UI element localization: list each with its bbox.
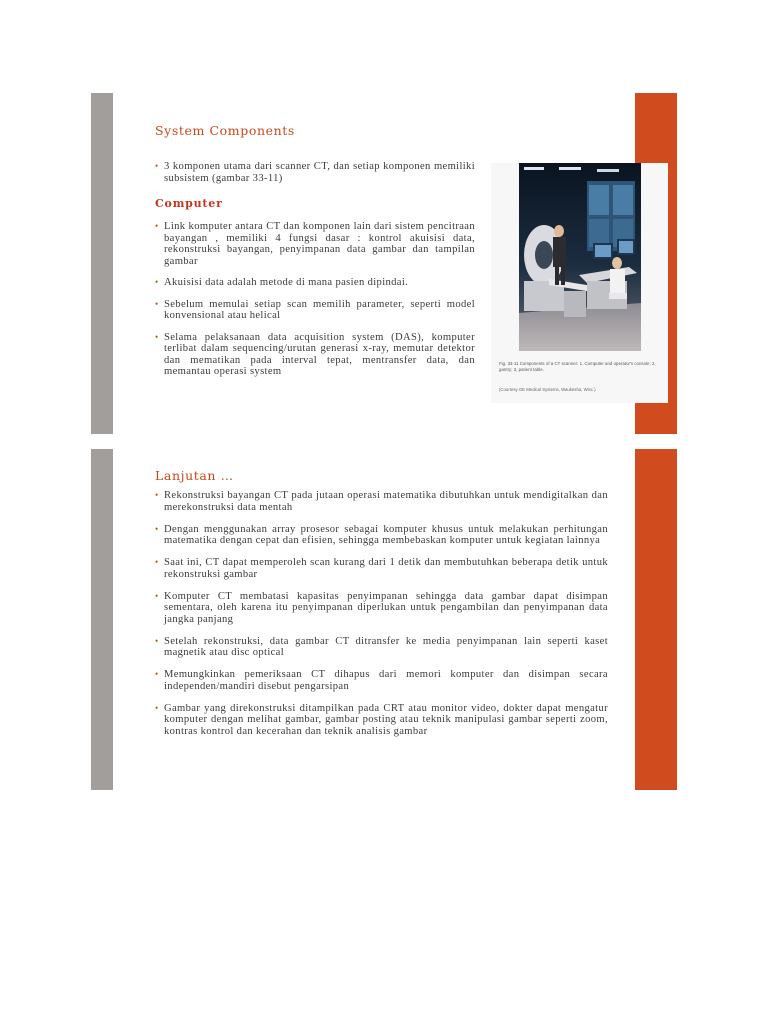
list-item: • Sebelum memulai setiap scan memilih parameter, seperti model konvensional atau helical: [155, 299, 475, 322]
slide-title: Lanjutan …: [155, 468, 234, 483]
right-accent-bar: [635, 449, 677, 790]
figure-caption: Fig. 33-11 Components of a CT scanner: 1, Computer and operator's console; 2, gantry; 3, patient table.: [499, 361, 656, 372]
section-subheading: Computer: [155, 197, 223, 210]
list-item: • Komputer CT membatasi kapasitas penyimpanan sehingga data gambar dapat disimpan sementara, oleh karena itu penyimpanan diperlukan untuk pengambilan dan penyimpanan data jangka panjang: [155, 591, 608, 626]
list-item: • Rekonstruksi bayangan CT pada jutaan operasi matematika dibutuhkan untuk mendigitalkan dan merekonstruksi data mentah: [155, 490, 608, 513]
list-item: • Dengan menggunakan array prosesor sebagai komputer khusus untuk melakukan perhitungan matematika dengan cepat dan efisien, sehingga membebaskan komputer untuk kegiatan lainnya: [155, 524, 608, 547]
slide-system-components: [91, 93, 677, 434]
list-item: • Setelah rekonstruksi, data gambar CT ditransfer ke media penyimpanan lain seperti kaset magnetik atau disc optical: [155, 636, 608, 659]
left-accent-bar: [91, 449, 113, 790]
list-item: • 3 komponen utama dari scanner CT, dan setiap komponen memiliki subsistem (gambar 33-11): [155, 161, 475, 184]
list-item: • Memungkinkan pemeriksaan CT dihapus dari memori komputer dan disimpan secara independen/mandiri disebut pengarsipan: [155, 669, 608, 692]
list-item: • Gambar yang direkonstruksi ditampilkan pada CRT atau monitor video, dokter dapat mengatur komputer dengan melihat gambar, gambar posting atau teknik manipulasi gambar seperti zoom, kontras kontrol dan kecerahan dan teknik analisis gambar: [155, 703, 608, 738]
figure-credit: (Courtesy GE Medical Systems, Waukesha, Wisc.): [499, 387, 596, 392]
slide-title: System Components: [155, 123, 295, 138]
bullet-list: [155, 490, 608, 748]
intro-list: [155, 161, 475, 184]
bullet-list: [155, 221, 475, 388]
list-item: • Saat ini, CT dapat memperoleh scan kurang dari 1 detik dan membutuhkan beberapa detik untuk rekonstruksi gambar: [155, 557, 608, 580]
slide-lanjutan: [91, 449, 677, 790]
list-item: • Link komputer antara CT dan komponen lain dari sistem pencitraan bayangan , memiliki 4 fungsi dasar : kontrol akuisisi data, rekonstruksi bayangan, penyimpanan data gambar dan tampilan gambar: [155, 221, 475, 267]
list-item: • Akuisisi data adalah metode di mana pasien dipindai.: [155, 277, 475, 289]
figure-card: [491, 163, 668, 403]
left-accent-bar: [91, 93, 113, 434]
list-item: • Selama pelaksanaan data acquisition system (DAS), komputer terlibat dalam sequencing/urutan generasi x-ray, memutar detektor dan mematikan pada interval tepat, mentransfer data, dan memantau operasi system: [155, 332, 475, 378]
ct-scanner-photo: [519, 163, 641, 351]
